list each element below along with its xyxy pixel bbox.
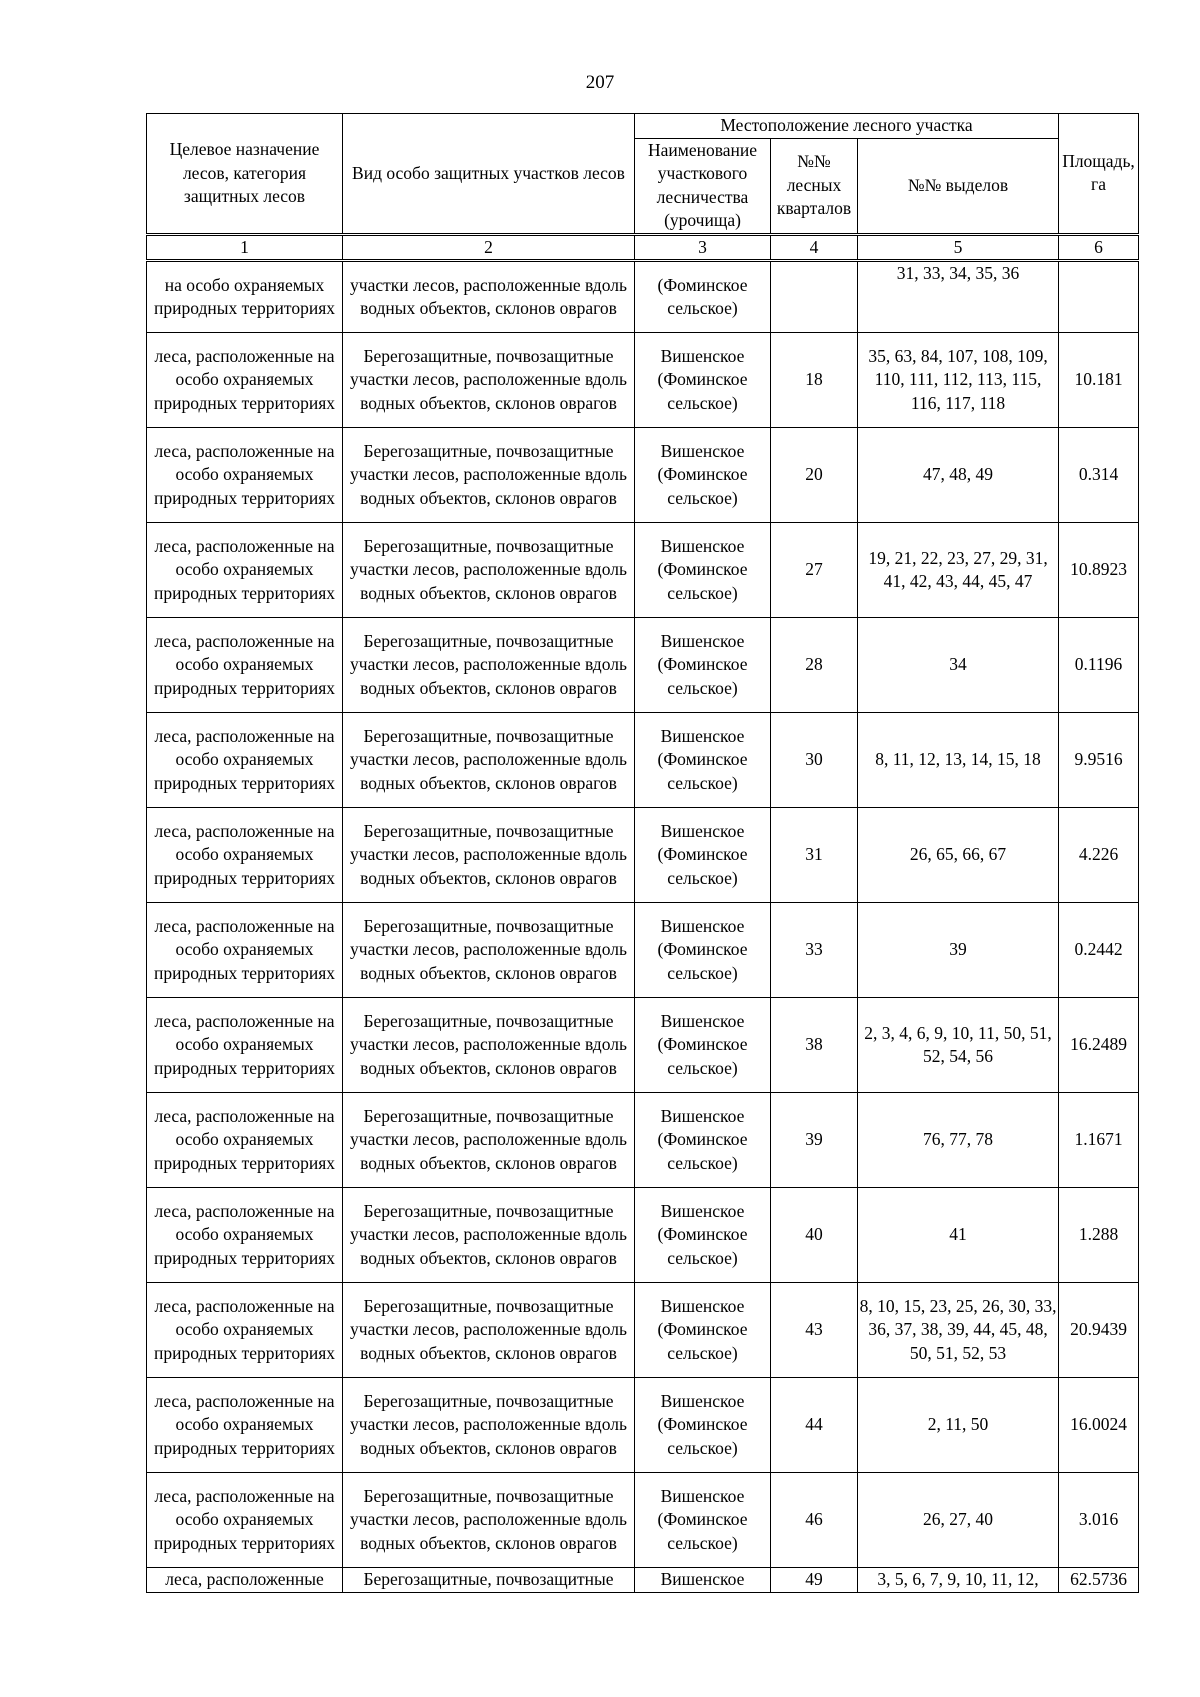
cell-plots: 47, 48, 49 <box>858 428 1059 523</box>
cell-purpose: леса, расположенные на особо охраняемых природных территориях <box>147 808 343 903</box>
table-body <box>147 261 1139 1568</box>
cell-forestry: Вишенское (Фоминское сельское) <box>635 1473 771 1568</box>
cell-plots: 2, 11, 50 <box>858 1378 1059 1473</box>
header-quarters: №№ лесных кварталов <box>771 138 858 234</box>
cell-plots: 3, 5, 6, 7, 9, 10, 11, 12, <box>858 1568 1059 1593</box>
cell-purpose: леса, расположенные на особо охраняемых природных территориях <box>147 1473 343 1568</box>
cell-area: 62.5736 <box>1059 1568 1139 1593</box>
cell-forestry: Вишенское (Фоминское сельское) <box>635 1283 771 1378</box>
cell-kind: Берегозащитные, почвозащитные <box>343 1568 635 1593</box>
column-number: 5 <box>858 234 1059 261</box>
cell-area: 3.016 <box>1059 1473 1139 1568</box>
cell-forestry: Вишенское (Фоминское сельское) <box>635 523 771 618</box>
cell-purpose: леса, расположенные на особо охраняемых природных территориях <box>147 523 343 618</box>
cell-purpose: леса, расположенные на особо охраняемых природных территориях <box>147 428 343 523</box>
table-header <box>147 114 1139 261</box>
cell-quarter: 46 <box>771 1473 858 1568</box>
header-purpose: Целевое назначение лесов, категория защитных лесов <box>147 114 343 235</box>
cell-quarter: 44 <box>771 1378 858 1473</box>
cell-area: 20.9439 <box>1059 1283 1139 1378</box>
column-number: 1 <box>147 234 343 261</box>
cell-area <box>1059 261 1139 333</box>
cell-forestry: Вишенское (Фоминское сельское) <box>635 333 771 428</box>
cell-forestry: Вишенское (Фоминское сельское) <box>635 903 771 998</box>
cell-quarter: 39 <box>771 1093 858 1188</box>
column-number: 3 <box>635 234 771 261</box>
cell-area: 0.2442 <box>1059 903 1139 998</box>
cell-purpose: леса, расположенные на особо охраняемых природных территориях <box>147 1093 343 1188</box>
header-area: Площадь, га <box>1059 114 1139 235</box>
cell-kind: Берегозащитные, почвозащитные участки лесов, расположенные вдоль водных объектов, склонов оврагов <box>343 1283 635 1378</box>
table-row <box>147 523 1139 618</box>
cell-kind: Берегозащитные, почвозащитные участки лесов, расположенные вдоль водных объектов, склонов оврагов <box>343 808 635 903</box>
header-location-group: Местоположение лесного участка <box>635 114 1059 139</box>
cell-quarter: 31 <box>771 808 858 903</box>
table-row <box>147 618 1139 713</box>
cell-quarter: 33 <box>771 903 858 998</box>
column-number: 2 <box>343 234 635 261</box>
cell-quarter: 30 <box>771 713 858 808</box>
table-row <box>147 428 1139 523</box>
table-body-tail <box>147 1568 1139 1593</box>
forest-plots-table <box>146 113 1139 1593</box>
header-kind: Вид особо защитных участков лесов <box>343 114 635 235</box>
cell-kind: Берегозащитные, почвозащитные участки лесов, расположенные вдоль водных объектов, склонов оврагов <box>343 998 635 1093</box>
cell-area: 10.181 <box>1059 333 1139 428</box>
cell-area: 1.288 <box>1059 1188 1139 1283</box>
cell-purpose: леса, расположенные на особо охраняемых природных территориях <box>147 333 343 428</box>
cell-area: 0.1196 <box>1059 618 1139 713</box>
cell-kind: Берегозащитные, почвозащитные участки лесов, расположенные вдоль водных объектов, склонов оврагов <box>343 428 635 523</box>
table-row <box>147 998 1139 1093</box>
cell-plots: 41 <box>858 1188 1059 1283</box>
cell-kind: Берегозащитные, почвозащитные участки лесов, расположенные вдоль водных объектов, склонов оврагов <box>343 1188 635 1283</box>
cell-forestry: Вишенское (Фоминское сельское) <box>635 1093 771 1188</box>
table-row <box>147 1378 1139 1473</box>
page-number: 207 <box>585 72 615 93</box>
cell-quarter: 38 <box>771 998 858 1093</box>
cell-purpose: леса, расположенные на особо охраняемых природных территориях <box>147 618 343 713</box>
table-row <box>147 1568 1139 1593</box>
cell-plots: 8, 10, 15, 23, 25, 26, 30, 33, 36, 37, 38, 39, 44, 45, 48, 50, 51, 52, 53 <box>858 1283 1059 1378</box>
cell-kind: Берегозащитные, почвозащитные участки лесов, расположенные вдоль водных объектов, склонов оврагов <box>343 1093 635 1188</box>
cell-plots: 2, 3, 4, 6, 9, 10, 11, 50, 51, 52, 54, 56 <box>858 998 1059 1093</box>
cell-quarter <box>771 261 858 333</box>
table-row <box>147 808 1139 903</box>
cell-quarter: 49 <box>771 1568 858 1593</box>
cell-purpose: на особо охраняемых природных территориях <box>147 261 343 333</box>
cell-purpose: леса, расположенные на особо охраняемых природных территориях <box>147 1283 343 1378</box>
cell-area: 10.8923 <box>1059 523 1139 618</box>
table-row <box>147 333 1139 428</box>
table-row <box>147 1283 1139 1378</box>
table-row <box>147 1188 1139 1283</box>
cell-quarter: 20 <box>771 428 858 523</box>
cell-forestry: Вишенское (Фоминское сельское) <box>635 1188 771 1283</box>
cell-plots: 76, 77, 78 <box>858 1093 1059 1188</box>
cell-plots: 26, 65, 66, 67 <box>858 808 1059 903</box>
cell-purpose: леса, расположенные на особо охраняемых природных территориях <box>147 903 343 998</box>
cell-plots: 35, 63, 84, 107, 108, 109, 110, 111, 112, 113, 115, 116, 117, 118 <box>858 333 1059 428</box>
cell-forestry: Вишенское (Фоминское сельское) <box>635 998 771 1093</box>
cell-kind: Берегозащитные, почвозащитные участки лесов, расположенные вдоль водных объектов, склонов оврагов <box>343 618 635 713</box>
cell-purpose: леса, расположенные на особо охраняемых природных территориях <box>147 998 343 1093</box>
cell-forestry: Вишенское <box>635 1568 771 1593</box>
cell-plots: 34 <box>858 618 1059 713</box>
cell-quarter: 40 <box>771 1188 858 1283</box>
cell-forestry: Вишенское (Фоминское сельское) <box>635 428 771 523</box>
column-number: 6 <box>1059 234 1139 261</box>
table-row <box>147 1093 1139 1188</box>
cell-kind: Берегозащитные, почвозащитные участки лесов, расположенные вдоль водных объектов, склонов оврагов <box>343 903 635 998</box>
cell-plots: 8, 11, 12, 13, 14, 15, 18 <box>858 713 1059 808</box>
cell-kind: Берегозащитные, почвозащитные участки лесов, расположенные вдоль водных объектов, склонов оврагов <box>343 713 635 808</box>
cell-quarter: 43 <box>771 1283 858 1378</box>
cell-quarter: 18 <box>771 333 858 428</box>
cell-area: 16.0024 <box>1059 1378 1139 1473</box>
cell-kind: Берегозащитные, почвозащитные участки лесов, расположенные вдоль водных объектов, склонов оврагов <box>343 333 635 428</box>
cell-plots: 31, 33, 34, 35, 36 <box>858 261 1059 333</box>
cell-kind: Берегозащитные, почвозащитные участки лесов, расположенные вдоль водных объектов, склонов оврагов <box>343 1378 635 1473</box>
cell-purpose: леса, расположенные на особо охраняемых природных территориях <box>147 713 343 808</box>
table-row <box>147 1473 1139 1568</box>
cell-forestry: Вишенское (Фоминское сельское) <box>635 618 771 713</box>
cell-quarter: 28 <box>771 618 858 713</box>
cell-purpose: леса, расположенные на особо охраняемых природных территориях <box>147 1378 343 1473</box>
cell-kind: участки лесов, расположенные вдоль водных объектов, склонов оврагов <box>343 261 635 333</box>
header-forestry: Наименование участкового лесничества (урочища) <box>635 138 771 234</box>
cell-forestry: (Фоминское сельское) <box>635 261 771 333</box>
column-number: 4 <box>771 234 858 261</box>
cell-plots: 26, 27, 40 <box>858 1473 1059 1568</box>
cell-plots: 19, 21, 22, 23, 27, 29, 31, 41, 42, 43, 44, 45, 47 <box>858 523 1059 618</box>
cell-kind: Берегозащитные, почвозащитные участки лесов, расположенные вдоль водных объектов, склонов оврагов <box>343 523 635 618</box>
cell-area: 0.314 <box>1059 428 1139 523</box>
cell-area: 1.1671 <box>1059 1093 1139 1188</box>
cell-plots: 39 <box>858 903 1059 998</box>
cell-purpose: леса, расположенные на особо охраняемых природных территориях <box>147 1188 343 1283</box>
column-numbers-row <box>147 234 1139 261</box>
cell-forestry: Вишенское (Фоминское сельское) <box>635 808 771 903</box>
table-row <box>147 903 1139 998</box>
cell-purpose: леса, расположенные <box>147 1568 343 1593</box>
cell-quarter: 27 <box>771 523 858 618</box>
cell-forestry: Вишенское (Фоминское сельское) <box>635 1378 771 1473</box>
table-row <box>147 713 1139 808</box>
cell-forestry: Вишенское (Фоминское сельское) <box>635 713 771 808</box>
cell-area: 16.2489 <box>1059 998 1139 1093</box>
table-row <box>147 261 1139 333</box>
cell-area: 9.9516 <box>1059 713 1139 808</box>
header-plots: №№ выделов <box>858 138 1059 234</box>
cell-kind: Берегозащитные, почвозащитные участки лесов, расположенные вдоль водных объектов, склонов оврагов <box>343 1473 635 1568</box>
cell-area: 4.226 <box>1059 808 1139 903</box>
